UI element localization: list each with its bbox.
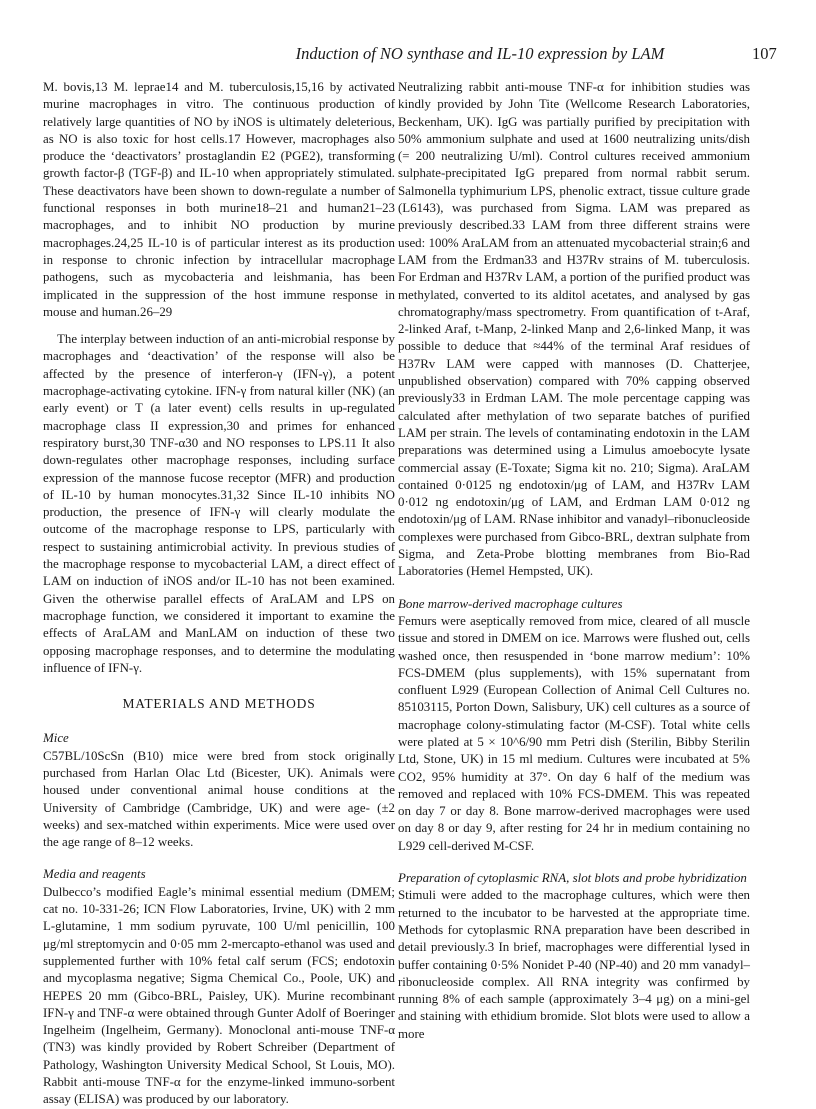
intro-paragraph-1: M. bovis,13 M. leprae14 and M. tuberculosis,15,16 by activated murine macrophages in vitro. The continuous production of relatively large quantities of NO by iNOS is ultimately deleterious, as NO is also toxic for host cells.17 However, macrophages also produce the ‘deactivators’ prostaglandin E2 (PGE2), transforming growth factor-β (TGF-β) and IL-10 when appropriately stimulated. These deactivators have been shown to down-regulate a number of functional responses in both murine18–21 and human21–23 macrophages, and to inhibit NO production by murine macrophages.24,25 IL-10 is of particular interest as its production in response to chronic infection by intracellular macrophage pathogens, such as mycobacteria and leishmania, has been implicated in the suppression of the host immune response in mouse and human.26–29 (43, 80, 395, 319)
mice-paragraph: C57BL/10ScSn (B10) mice were bred from stock originally purchased from Harlan Olac Ltd (Bicester, UK). Animals were housed under conventional animal house conditions at the University of Cambridge (Cambridge, UK) and were age- (±2 weeks) and sex-matched within experiments. Mice were used over the age range of 8–12 weeks. (43, 748, 395, 850)
running-head: Induction of NO synthase and IL-10 expression by LAM (295, 44, 665, 63)
right-column (398, 79, 750, 1043)
left-column (43, 79, 395, 1109)
section-heading-materials-methods: MATERIALS AND METHODS (122, 696, 316, 712)
bone-marrow-paragraph: Femurs were aseptically removed from mice, cleared of all muscle tissue and stored in DMEM on ice. Marrows were flushed out, cells washed once, then resuspended in ‘bone marrow medium’: 10% FCS-DMEM (plus supplements), with 15% supernatant from confluent L929 (European Collection of Animal Cell Cultures no. 85103115, Porton Down, Salisbury, UK) cell cultures as a source of macrophage colony-stimulating factor (M-CSF). Total white cells were plated at 5 × 10^6/90 mm Petri dish (Sterilin, Bibby Sterilin Ltd, Stone, UK) in 15 ml medium. Cultures were incubated at 5% CO2, 95% humidity at 37°. On day 6 half of the medium was removed and replaced with 10% FCS-DMEM. This was repeated on day 7 or day 8. Bone marrow-derived macrophages were used on day 8 or day 9, after resting for 24 hr in medium containing no L929 cell-derived M-CSF. (398, 613, 750, 853)
subheading-media-reagents: Media and reagents (43, 867, 146, 882)
media-paragraph: Dulbecco’s modified Eagle’s minimal essential medium (DMEM; cat no. 10-331-26; ICN Flow Laboratories, Irvine, UK) with 2 mm L-glutamine, 1 mm sodium pyruvate, 100 U/ml penicillin, 100 μg/ml streptomycin and 0·05 mm 2-mercapto-ethanol was used and supplemented further with 10% fetal calf serum (FCS; endotoxin and mycoplasma negative; Sigma Chemical Co., Poole, UK) and HEPES 20 mm (Gibco-BRL, Paisley, UK). Murine recombinant IFN-γ and TNF-α were obtained through Gunter Adolf of Boeringer Ingelheim (Ingelheim, Germany). Monoclonal anti-mouse TNF-α (TN3) was kindly provided by Robert Schreiber (Department of Pathology, Washington University Medical School, St Louis, MO). Rabbit anti-mouse TNF-α for the enzyme-linked immuno-sorbent assay (ELISA) was produced by our laboratory. (43, 884, 395, 1107)
subheading-rna-preparation: Preparation of cytoplasmic RNA, slot blots and probe hybridization (398, 871, 747, 886)
subheading-bone-marrow: Bone marrow-derived macrophage cultures (398, 596, 623, 611)
intro-paragraph-2: The interplay between induction of an anti-microbial response by macrophages and ‘deactivation’ of the response will also be affected by the presence of interferon-γ (IFN-γ), a potent macrophage-activating cytokine. IFN-γ from natural killer (NK) (an early event) or T (a later event) cells results in up-regulated macrophage class II expression,30 and primes for enhanced respiratory burst,30 TNF-α30 and NO responses to LPS.11 It also down-regulates other macrophage responses, including surface expression of the mannose fucose receptor (MFR) and production of IL-10 by human monocytes.31,32 Since IL-10 inhibits NO production, the presence of IFN-γ will clearly modulate the outcome of the macrophage response to LPS, particularly with respect to sustaining antimicrobial activity. In previous studies of the macrophage response to mycobacterial LAM, a direct effect of LAM on induction of iNOS and/or IL-10 has not been examined. Given the otherwise parallel effects of AraLAM and LPS on macrophage function, we considered it important to examine the effects of AraLAM and ManLAM on induction of these two opposing macrophage responses, and to determine the modulating influence of IFN-γ. (43, 332, 395, 675)
rna-paragraph: Stimuli were added to the macrophage cultures, which were then returned to the incubator to be harvested at the appropriate time. Methods for cytoplasmic RNA preparation have been described in detail previously.3 In brief, macrophages were differential lysed in buffer containing 0·5% Nonidet P-40 (NP-40) and 20 mm vanadyl–ribonucleoside complex. All RNA integrity was confirmed by running 8% of each sample (approximately 3–4 μg) on a mini-gel and staining with ethidium bromide. Slot blots were used to allow a more (398, 888, 750, 1041)
subheading-mice: Mice (43, 731, 69, 746)
page-number: 107 (752, 44, 777, 63)
media-continued-paragraph: Neutralizing rabbit anti-mouse TNF-α for inhibition studies was kindly provided by John Tite (Wellcome Research Laboratories, Beckenham, UK). IgG was partially purified by precipitation with 50% ammonium sulphate and used at 1600 neutralizing units/dish (= 200 neutralizing U/ml). Control cultures received ammonium sulphate-precipitated IgG prepared from normal rabbit serum. Salmonella typhimurium LPS, phenolic extract, tissue culture grade (L6143), was purchased from Sigma. LAM was prepared as previously described.33 LAM from three different strains were used: 100% AraLAM from an attenuated mycobacterial strain;6 and LAM from the Erdman33 and H37Rv strains of M. tuberculosis. For Erdman and H37Rv LAM, a portion of the purified product was methylated, converted to its alditol acetates, and analysed by gas chromatography/mass spectrometry. From quantification of t-Araf, 2-linked Araf, t-Manp, 2-linked Manp and 2,6-linked Manp, it was possible to deduce that ≈44% of the terminal Araf residues of H37Rv LAM were capped with mannoses (D. Chatterjee, unpublished observation) compared with 70% capping observed previously33 in Erdman LAM. The mole percentage capping was calculated after methylation of two separate batches of purified LAM per strain. The levels of contaminating endotoxin in the LAM preparations was determined using a Limulus amoebocyte lysate commercial assay (E-Toxate; Sigma kit no. 210; Sigma). AraLAM contained 0·0125 ng endotoxin/μg of LAM, and H37Rv LAM 0·012 ng endotoxin/μg of LAM, and Erdman LAM 0·012 ng endotoxin/μg of LAM. RNase inhibitor and vanadyl–ribonucleoside complexes were purchased from Gibco-BRL, dextran sulphate from Sigma, and Zeta-Probe blotting membranes from Bio-Rad Laboratories (Hemel Hempsted, UK). (398, 80, 750, 579)
